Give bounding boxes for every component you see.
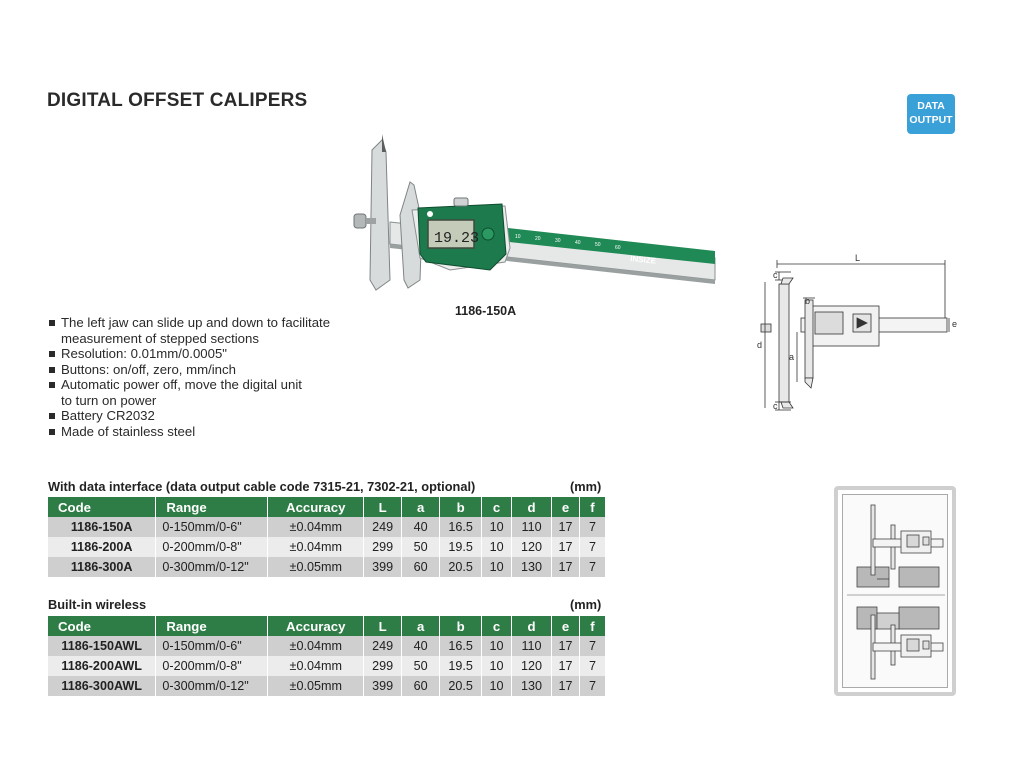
table-cell: ±0.05mm: [268, 676, 364, 696]
col-header: Code: [48, 497, 156, 517]
photo-caption: 1186-150A: [455, 304, 517, 318]
page-title: DIGITAL OFFSET CALIPERS: [47, 90, 308, 111]
data-output-badge: [907, 94, 955, 134]
table-cell: 7: [579, 537, 605, 557]
col-header: Code: [48, 616, 156, 636]
spec-table-data-interface: [48, 497, 606, 577]
table-cell: 60: [402, 676, 440, 696]
col-header: e: [552, 616, 580, 636]
feature-item: Buttons: on/off, zero, mm/inch: [48, 362, 338, 378]
dim-label-b: b: [805, 296, 811, 306]
table-header-row: [48, 616, 606, 636]
table-cell: 249: [364, 636, 402, 656]
table-cell: 0-200mm/0-8": [156, 537, 268, 557]
table-cell: 399: [364, 557, 402, 577]
table-row: [48, 557, 606, 577]
feature-item: Made of stainless steel: [48, 424, 338, 440]
table2-unit: (mm): [570, 597, 602, 612]
col-header: b: [440, 497, 482, 517]
table-cell: 17: [552, 636, 580, 656]
dim-label-c-top: c: [773, 270, 778, 280]
dim-label-c-bottom: c: [773, 401, 778, 411]
feature-item: The left jaw can slide up and down to facilitate measurement of stepped sections: [48, 315, 338, 346]
offset-jaw: [370, 140, 390, 290]
dim-label-d: d: [757, 340, 763, 350]
table-cell: 40: [402, 636, 440, 656]
table-cell: 17: [552, 557, 580, 577]
table-cell: 299: [364, 656, 402, 676]
table-cell: 17: [552, 537, 580, 557]
table1-title: With data interface (data output cable code 7315-21, 7302-21, optional): [48, 479, 476, 494]
feature-list: [48, 315, 338, 439]
badge-line-1: DATA: [917, 100, 945, 112]
table-cell: 60: [402, 557, 440, 577]
table-cell: 10: [482, 636, 512, 656]
table-cell: 19.5: [440, 537, 482, 557]
table-cell: ±0.04mm: [268, 636, 364, 656]
table-cell: 17: [552, 676, 580, 696]
col-header: c: [482, 616, 512, 636]
table-cell: 249: [364, 517, 402, 537]
table-cell: 16.5: [440, 636, 482, 656]
table-cell: 19.5: [440, 656, 482, 676]
table-row: [48, 676, 606, 696]
table-cell: 1186-300A: [48, 557, 156, 577]
table-cell: 7: [579, 517, 605, 537]
col-header: Range: [156, 497, 268, 517]
table-cell: 1186-200A: [48, 537, 156, 557]
feature-item: Resolution: 0.01mm/0.0005": [48, 346, 338, 362]
col-header: d: [512, 616, 552, 636]
table-cell: 0-300mm/0-12": [156, 676, 268, 696]
table-row: [48, 537, 606, 557]
col-header: a: [402, 616, 440, 636]
table-cell: 17: [552, 517, 580, 537]
table2-title: Built-in wireless: [48, 597, 147, 612]
dim-label-e: e: [952, 319, 958, 329]
table-cell: 50: [402, 537, 440, 557]
col-header: e: [552, 497, 580, 517]
svg-text:40: 40: [575, 240, 581, 246]
table-cell: 7: [579, 557, 605, 577]
table-cell: 399: [364, 676, 402, 696]
caliper-photo: [330, 130, 730, 300]
svg-text:60: 60: [615, 245, 621, 251]
table-header-row: [48, 497, 606, 517]
table-cell: 120: [512, 656, 552, 676]
table-cell: 10: [482, 676, 512, 696]
table-cell: 110: [512, 636, 552, 656]
spec-table-wireless: [48, 616, 606, 696]
col-header: a: [402, 497, 440, 517]
table-cell: 7: [579, 676, 605, 696]
col-header: f: [579, 497, 605, 517]
table-cell: 20.5: [440, 557, 482, 577]
table-cell: 1186-200AWL: [48, 656, 156, 676]
badge-line-2: OUTPUT: [909, 114, 953, 126]
dim-label-a: a: [789, 352, 795, 362]
table-cell: 130: [512, 557, 552, 577]
lcd-reading: 19.23: [434, 230, 480, 247]
table-cell: 299: [364, 537, 402, 557]
dim-label-L: L: [855, 253, 861, 263]
svg-text:10: 10: [515, 234, 521, 240]
table-cell: 16.5: [440, 517, 482, 537]
table-cell: 0-300mm/0-12": [156, 557, 268, 577]
col-header: Accuracy: [268, 616, 364, 636]
table1-unit: (mm): [570, 479, 602, 494]
col-header: Accuracy: [268, 497, 364, 517]
col-header: d: [512, 497, 552, 517]
dimension-diagram: [745, 252, 960, 418]
svg-text:50: 50: [595, 242, 601, 248]
table-cell: 1186-300AWL: [48, 676, 156, 696]
table-row: [48, 656, 606, 676]
table-cell: 0-150mm/0-6": [156, 517, 268, 537]
table-cell: 10: [482, 517, 512, 537]
table-cell: 110: [512, 517, 552, 537]
svg-text:20: 20: [535, 236, 541, 242]
application-illustration: [834, 486, 956, 696]
col-header: Range: [156, 616, 268, 636]
feature-item: Battery CR2032: [48, 408, 338, 424]
col-header: c: [482, 497, 512, 517]
table-cell: ±0.04mm: [268, 537, 364, 557]
table-cell: 10: [482, 656, 512, 676]
table-cell: 1186-150AWL: [48, 636, 156, 656]
table-cell: 7: [579, 656, 605, 676]
table-cell: 0-150mm/0-6": [156, 636, 268, 656]
table-row: [48, 636, 606, 656]
table-cell: 17: [552, 656, 580, 676]
svg-text:30: 30: [555, 238, 561, 244]
brand-logo: INSIZE: [629, 254, 657, 266]
col-header: f: [579, 616, 605, 636]
table-cell: 50: [402, 656, 440, 676]
table-cell: 10: [482, 557, 512, 577]
table-row: [48, 517, 606, 537]
col-header: b: [440, 616, 482, 636]
table-cell: 0-200mm/0-8": [156, 656, 268, 676]
col-header: L: [364, 497, 402, 517]
table-cell: 7: [579, 636, 605, 656]
table-cell: 130: [512, 676, 552, 696]
col-header: L: [364, 616, 402, 636]
table-cell: 20.5: [440, 676, 482, 696]
stepped-measurement-illustration: [843, 495, 949, 689]
table-cell: 40: [402, 517, 440, 537]
table-cell: ±0.04mm: [268, 656, 364, 676]
table-cell: 1186-150A: [48, 517, 156, 537]
feature-item: Automatic power off, move the digital unit to turn on power: [48, 377, 308, 408]
table-cell: 10: [482, 537, 512, 557]
table-cell: ±0.04mm: [268, 517, 364, 537]
table-cell: 120: [512, 537, 552, 557]
table-cell: ±0.05mm: [268, 557, 364, 577]
